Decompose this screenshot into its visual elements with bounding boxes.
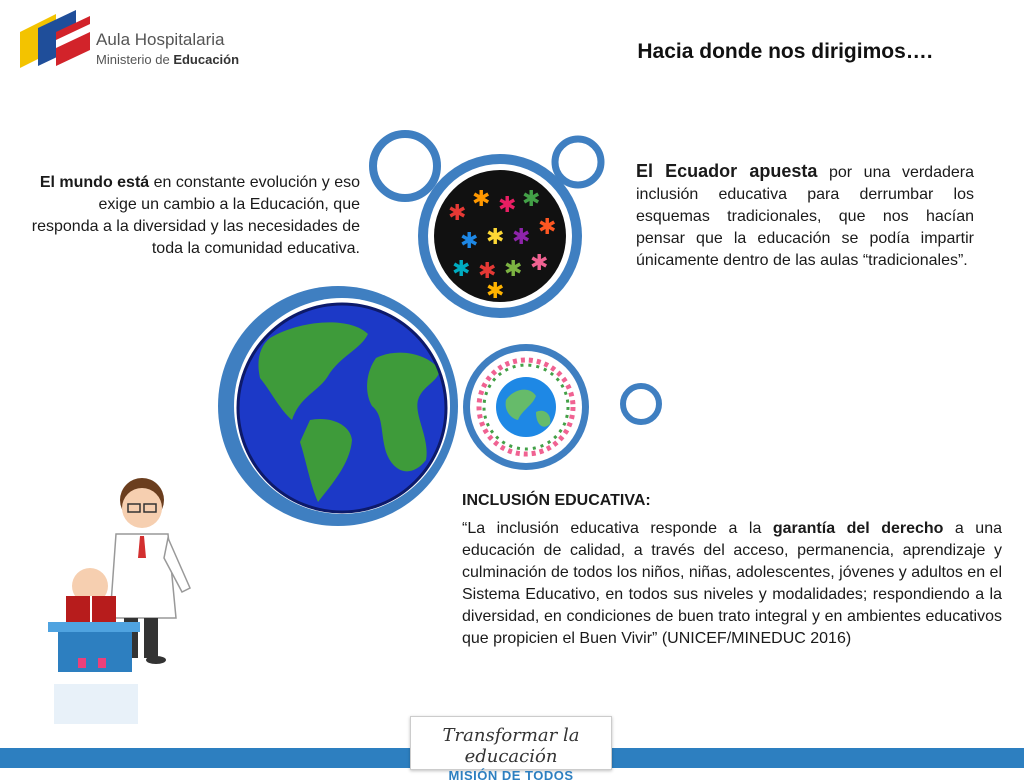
svg-text:✱: ✱ xyxy=(452,257,471,282)
earth-globe-image xyxy=(218,286,458,526)
svg-text:✱: ✱ xyxy=(460,229,479,254)
inclusion-title: INCLUSIÓN EDUCATIVA: xyxy=(462,492,651,509)
logo-ministry: Ministerio de Educación xyxy=(96,52,240,67)
page-title: Hacia donde nos dirigimos…. xyxy=(637,40,933,63)
ecuador-flag-logo-icon xyxy=(20,10,92,68)
circles-graphic xyxy=(200,120,670,540)
svg-text:✱: ✱ xyxy=(504,257,523,282)
footer-line1: Transformar la educación xyxy=(442,725,580,767)
footer-badge xyxy=(410,716,612,783)
svg-text:✱: ✱ xyxy=(472,187,491,212)
svg-text:✱: ✱ xyxy=(486,279,505,304)
svg-text:✱: ✱ xyxy=(512,225,531,250)
svg-text:✱: ✱ xyxy=(478,259,497,284)
small-ring-top xyxy=(373,134,437,198)
logo-text xyxy=(96,30,239,70)
world-children-circle-image xyxy=(463,344,589,470)
inclusion-paragraph: “La inclusión educativa responde a la garantía del derecho a una educación de calidad, a través del acceso, permanencia, aprendizaje y culminación de todos los niños, niñas, adolescentes, jóvenes y adultos en el Sistema Educativo, en todos sus niveles y modalidades; respondiendo a la diversidad, en condiciones de buen trato integral y en ambientes educativos que propicien el Buen Vivir” (UNICEF/MINEDUC 2016) xyxy=(462,520,1002,647)
svg-text:✱: ✱ xyxy=(530,251,549,276)
logo-name: Aula Hospitalaria xyxy=(96,30,225,49)
svg-text:✱: ✱ xyxy=(498,193,517,218)
footer-line2: MISIÓN DE TODOS xyxy=(448,768,574,783)
svg-text:✱: ✱ xyxy=(538,215,557,240)
right-paragraph: El Ecuador apuesta por una verdadera inclusión educativa para derrumbar los esquemas tradicionales, que nos hacían pensar que la educación se podía impartir únicamente dentro de las aulas “tradicionales”. xyxy=(636,161,975,269)
small-ring-right xyxy=(555,139,601,185)
svg-text:✱: ✱ xyxy=(448,201,467,226)
children-circle-image xyxy=(418,154,582,318)
svg-text:✱: ✱ xyxy=(486,225,505,250)
svg-text:✱: ✱ xyxy=(522,187,541,212)
left-paragraph: El mundo está en constante evolución y eso exige un cambio a la Educación, que responda a la diversidad y las necesidades de toda la comunidad educativa. xyxy=(31,174,360,257)
small-ring-lower xyxy=(623,386,659,422)
doctor-child-illustration xyxy=(44,478,204,738)
